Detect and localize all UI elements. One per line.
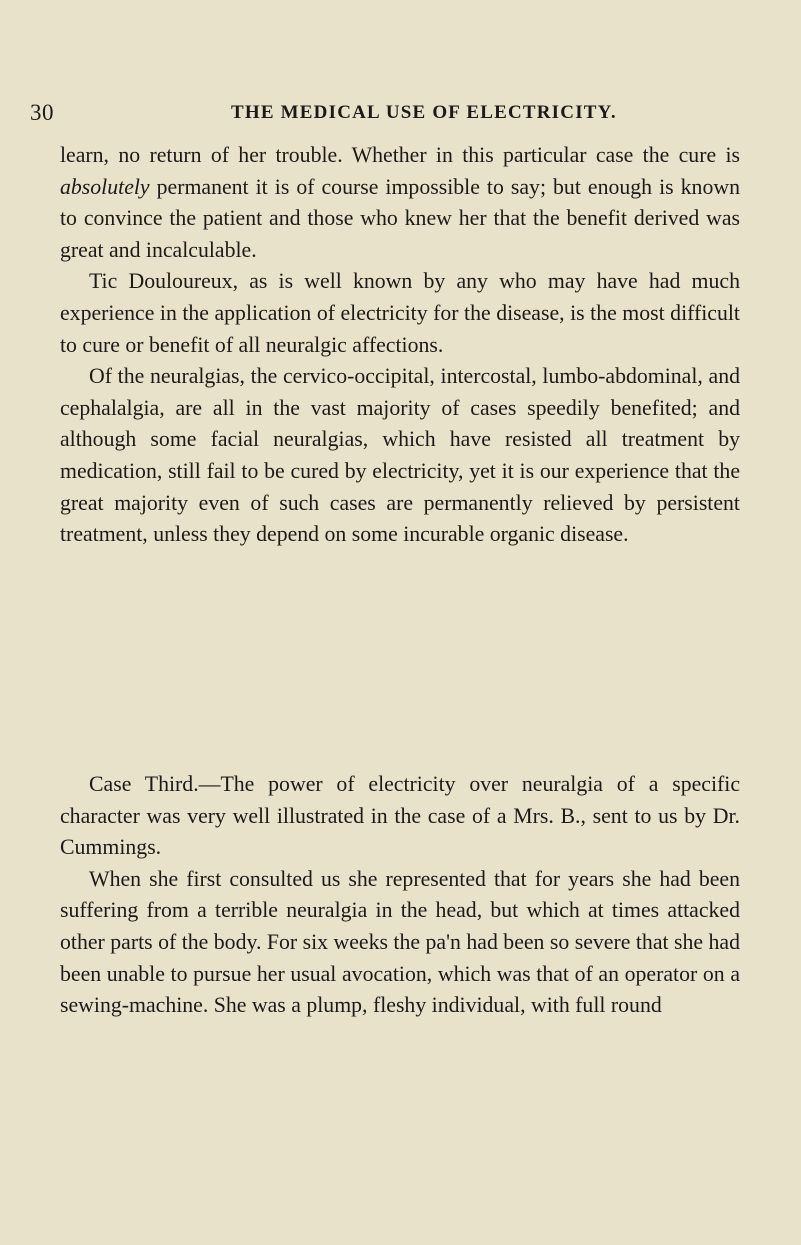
paragraph-case-third: Case Third.—The power of electricity over neuralgia of a specific character was very well illustrated in the case of a Mrs. B., sent to us by Dr. Cummings. <box>60 772 740 860</box>
paragraph-neuralgias: Of the neuralgias, the cervico-occipital, intercostal, lumbo-abdominal, and cephalalgia, are all in the vast majority of cases speedily benefited; and although some facial neuralgias, which have resisted all treatment by medication, still fail to be cured by electricity, yet it is our experience that the great majority even of such cases are permanently relieved by persistent treatment, unless they depend on some incurable organic disease. <box>60 364 740 547</box>
paragraph-consultation: When she first consulted us she represented that for years she had been suffering from a terrible neuralgia in the head, but which at times attacked other parts of the body. For six weeks the pa'n had been so severe that she had been unable to pursue her usual avocation, which was that of an operator on a sewing-machine. She was a plump, fleshy individual, with full round <box>60 866 740 1018</box>
running-head <box>30 100 730 130</box>
text-section-case-third <box>60 769 740 1022</box>
paragraph-text: permanent it is of course impossible to say; but enough is known to convince the patient and those who knew her that the benefit derived was great and incalculable. <box>60 174 740 262</box>
italic-word: absolutely <box>60 174 150 199</box>
text-section-neuralgias <box>60 140 740 551</box>
running-title: THE MEDICAL USE OF ELECTRICITY. <box>231 102 617 123</box>
paragraph-continuation <box>60 140 740 266</box>
paragraph-tic-douloureux: Tic Douloureux, as is well known by any who may have had much experience in the application of electricity for the disease, is the most difficult to cure or benefit of all neuralgic affections. <box>60 269 740 357</box>
paragraph-text: learn, no return of her trouble. Whether in this particular case the cure is <box>60 143 740 167</box>
page-number: 30 <box>30 100 54 125</box>
